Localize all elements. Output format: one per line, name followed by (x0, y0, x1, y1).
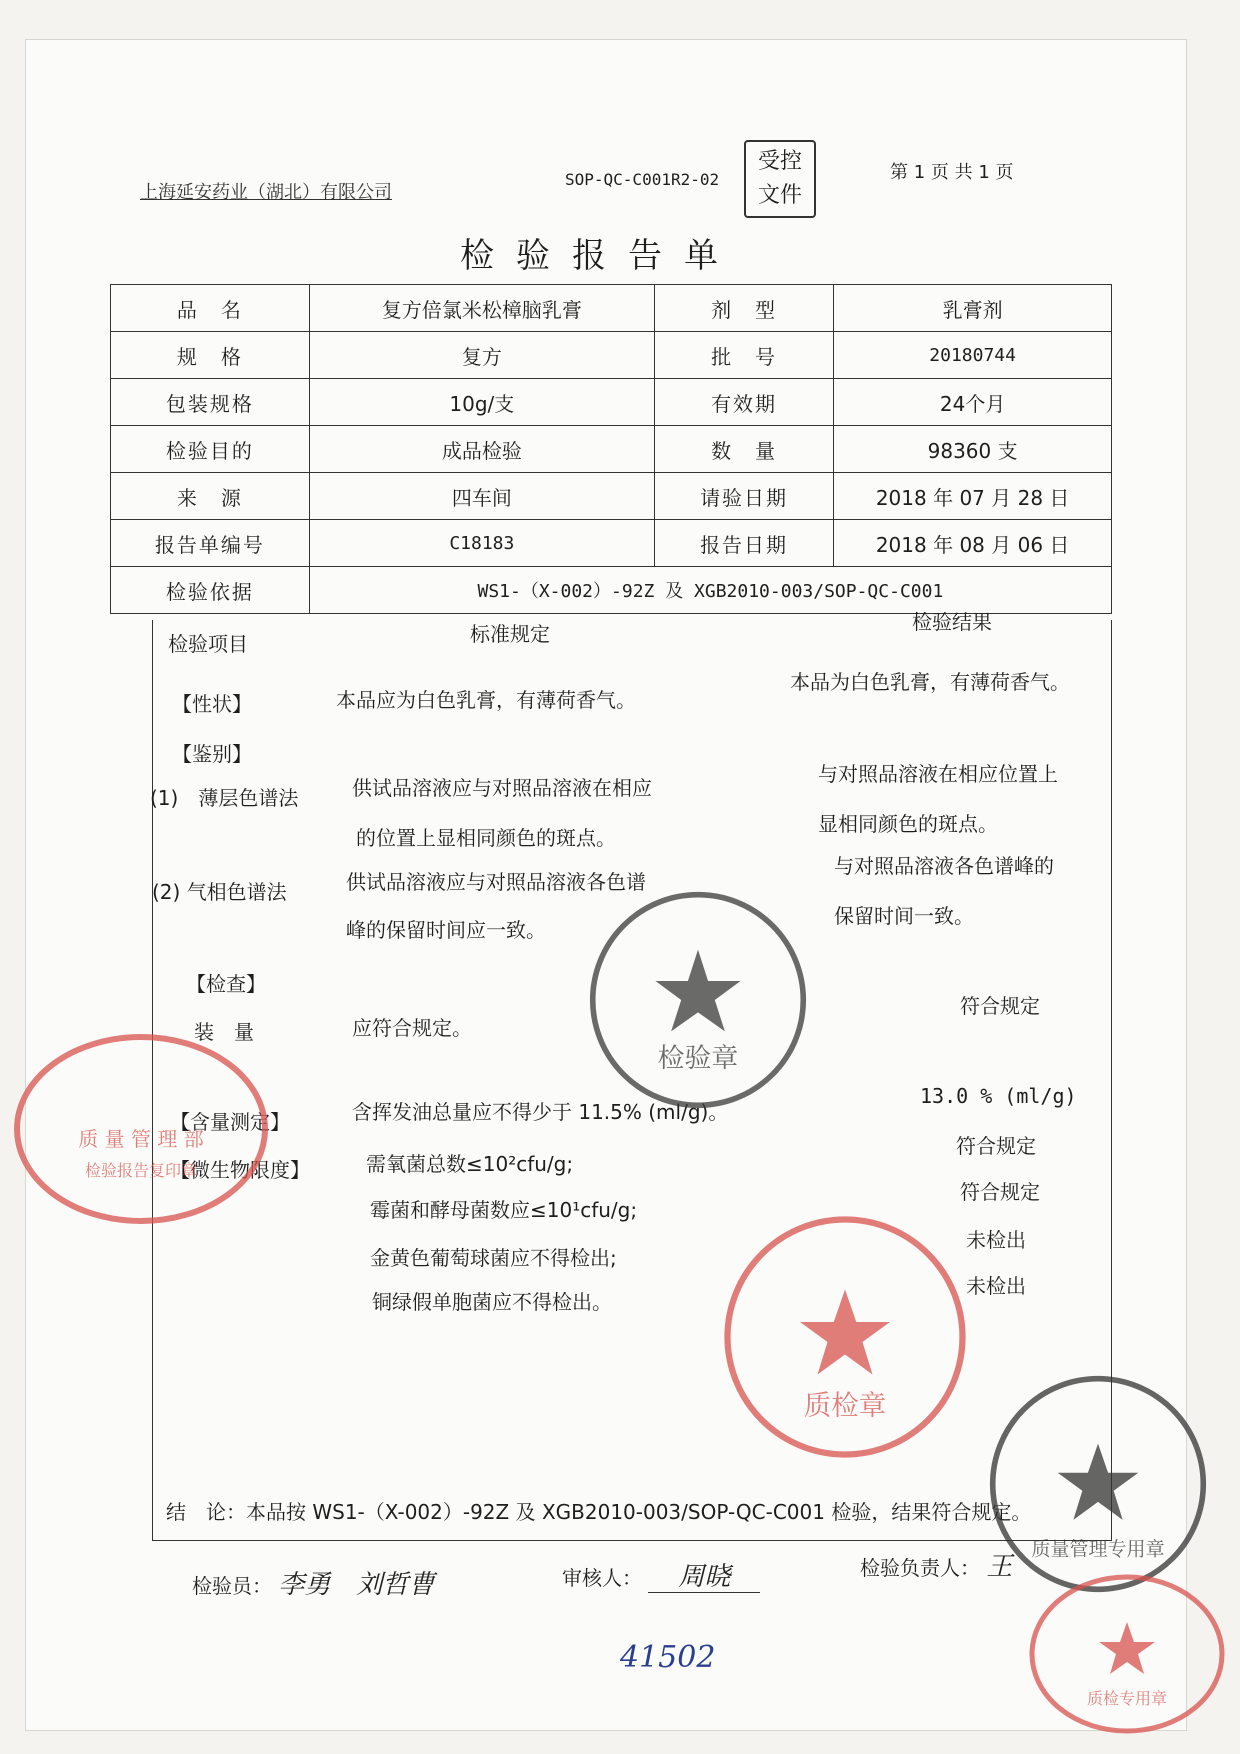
request-date-label: 请验日期 (654, 473, 833, 520)
product-name-value: 复方倍氯米松樟脑乳膏 (309, 285, 654, 332)
quality-management-stamp (986, 1372, 1210, 1596)
micro-standard-line-4: 铜绿假单胞菌应不得检出。 (372, 1290, 612, 1314)
source-label: 来 源 (111, 473, 310, 520)
quantity-label: 数 量 (654, 426, 833, 473)
basis-value: WS1-（X-002）-92Z 及 XGB2010-003/SOP-QC-C001 (309, 567, 1111, 614)
quality-inspection-special-svg (1026, 1572, 1228, 1736)
package-value: 10g/支 (309, 379, 654, 426)
table-row (111, 285, 1112, 332)
column-header-item: 检验项目 (168, 632, 248, 656)
svg-text:质检专用章: 质检专用章 (1086, 1689, 1168, 1708)
svg-text:质检章: 质检章 (803, 1389, 887, 1422)
quality-inspection-special-stamp (1026, 1572, 1228, 1736)
gc-result-line-1: 与对照品溶液各色谱峰的 (834, 854, 1054, 878)
table-row (111, 379, 1112, 426)
quality-management-svg (986, 1372, 1210, 1596)
assay-label: 【含量测定】 (170, 1110, 290, 1134)
spec-value: 复方 (309, 332, 654, 379)
assay-standard: 含挥发油总量应不得少于 11.5% (ml/g)。 (352, 1100, 729, 1124)
table-row (111, 520, 1112, 567)
reviewer-signature-scrawl: 周晓 (648, 1562, 760, 1593)
page-title: 检验报告单 (460, 236, 740, 276)
inspector-signature-scrawl: 李勇 刘哲曹 (278, 1570, 435, 1600)
quality-check-stamp (720, 1212, 970, 1462)
micro-standard-line-2: 霉菌和酵母菌数应≤10¹cfu/g; (370, 1198, 638, 1222)
validity-label: 有效期 (654, 379, 833, 426)
tlc-standard-line-1: 供试品溶液应与对照品溶液在相应 (352, 776, 652, 800)
report-no-value: C18183 (309, 520, 654, 567)
responsible-signature-scrawl: 王 (986, 1552, 1013, 1582)
fill-result: 符合规定 (960, 994, 1040, 1018)
svg-text:检验报告复印章: 检验报告复印章 (84, 1161, 198, 1180)
column-header-standard: 标准规定 (470, 622, 550, 646)
assay-result: 13.0 % (ml/g) (920, 1084, 1077, 1108)
purpose-value: 成品检验 (309, 426, 654, 473)
fill-label: 装 量 (194, 1020, 254, 1044)
page-number: 第 1 页 共 1 页 (890, 162, 1014, 183)
table-row (111, 332, 1112, 379)
report-date-label: 报告日期 (654, 520, 833, 567)
micro-standard-line-1: 需氧菌总数≤10²cfu/g; (366, 1152, 574, 1176)
validity-value: 24个月 (834, 379, 1112, 426)
report-date-value: 2018 年 08 月 06 日 (834, 520, 1112, 567)
micro-result-line-2: 符合规定 (960, 1180, 1040, 1204)
micro-result-line-4: 未检出 (966, 1274, 1026, 1298)
tlc-label: (1) 薄层色谱法 (150, 786, 299, 810)
conclusion: 结 论：本品按 WS1-（X-002）-92Z 及 XGB2010-003/SOP-QC-C001 检验，结果符合规定。 (166, 1500, 1032, 1524)
inspection-seal-svg (586, 888, 810, 1112)
document-code: SOP-QC-C001R2-02 (565, 170, 720, 189)
spec-label: 规 格 (111, 332, 310, 379)
responsible-label: 检验负责人： (860, 1556, 980, 1580)
controlled-mark-line-2: 文件 (757, 183, 802, 208)
handwritten-number: 41502 (620, 1640, 716, 1675)
reviewer-label: 审核人： (562, 1566, 642, 1590)
micro-standard-line-3: 金黄色葡萄球菌应不得检出; (370, 1246, 617, 1270)
column-header-result: 检验结果 (912, 610, 992, 634)
info-table (110, 284, 1112, 614)
appearance-standard: 本品应为白色乳膏，有薄荷香气。 (336, 688, 636, 712)
gc-result-line-2: 保留时间一致。 (834, 904, 974, 928)
identification-label: 【鉴别】 (172, 742, 252, 766)
quality-check-svg (720, 1212, 970, 1462)
inspector-label: 检验员： (192, 1574, 272, 1598)
quantity-value: 98360 支 (834, 426, 1112, 473)
dosage-form-value: 乳膏剂 (834, 285, 1112, 332)
gc-standard-line-2: 峰的保留时间应一致。 (346, 918, 546, 942)
tlc-standard-line-2: 的位置上显相同颜色的斑点。 (356, 826, 616, 850)
reviewer-signature (562, 1556, 760, 1593)
quality-dept-copy-stamp (10, 1030, 272, 1228)
product-name-label: 品 名 (111, 285, 310, 332)
appearance-label: 【性状】 (172, 692, 252, 716)
table-row (111, 473, 1112, 520)
micro-result-line-3: 未检出 (966, 1228, 1026, 1252)
svg-text:质 量 管 理 部: 质 量 管 理 部 (78, 1127, 204, 1151)
batch-value: 20180744 (834, 332, 1112, 379)
batch-label: 批 号 (654, 332, 833, 379)
request-date-value: 2018 年 07 月 28 日 (834, 473, 1112, 520)
svg-text:质量管理专用章: 质量管理专用章 (1031, 1538, 1165, 1561)
fill-standard: 应符合规定。 (352, 1016, 472, 1040)
inspection-seal-stamp (586, 888, 810, 1112)
basis-label: 检验依据 (111, 567, 310, 614)
package-label: 包装规格 (111, 379, 310, 426)
svg-text:检验章: 检验章 (657, 1043, 739, 1075)
quality-dept-copy-svg (10, 1030, 272, 1228)
tlc-result-line-2: 显相同颜色的斑点。 (818, 812, 998, 836)
table-row (111, 426, 1112, 473)
company-name: 上海延安药业（湖北）有限公司 (140, 182, 392, 203)
purpose-label: 检验目的 (111, 426, 310, 473)
controlled-mark-line-1: 受控 (757, 149, 802, 174)
micro-label: 【微生物限度】 (170, 1158, 310, 1182)
gc-label: (2) 气相色谱法 (152, 880, 287, 904)
micro-result-line-1: 符合规定 (956, 1134, 1036, 1158)
check-label: 【检查】 (186, 972, 266, 996)
report-no-label: 报告单编号 (111, 520, 310, 567)
source-value: 四车间 (309, 473, 654, 520)
inspector-signature (192, 1564, 434, 1601)
gc-standard-line-1: 供试品溶液应与对照品溶液各色谱 (346, 870, 646, 894)
appearance-result: 本品为白色乳膏，有薄荷香气。 (790, 670, 1070, 694)
controlled-document-mark (744, 140, 816, 218)
tlc-result-line-1: 与对照品溶液在相应位置上 (818, 762, 1058, 786)
dosage-form-label: 剂 型 (654, 285, 833, 332)
